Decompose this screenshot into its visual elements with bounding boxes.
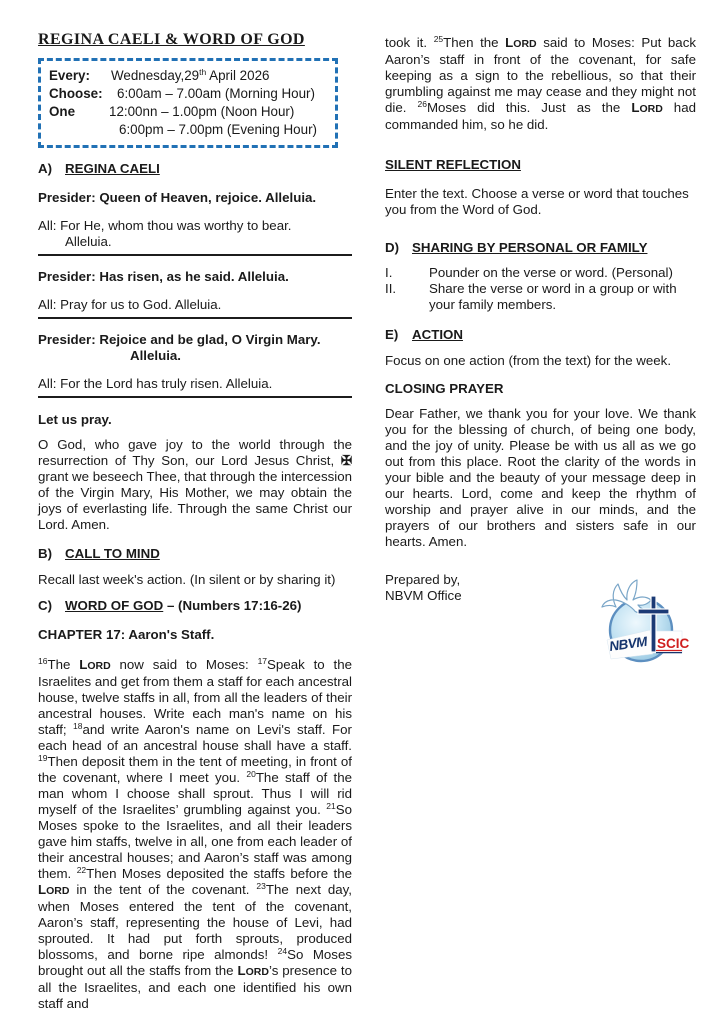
presider-line-2: Presider: Has risen, as he said. Alleluia. xyxy=(38,269,289,284)
presider-line-3-line2: Alleluia. xyxy=(130,348,181,363)
section-e-title: ACTION xyxy=(412,327,463,342)
schedule-row-every xyxy=(49,67,329,85)
sharing-item-1 xyxy=(385,265,696,281)
chapter-heading: CHAPTER 17: Aaron's Staff. xyxy=(38,627,215,642)
section-b-title: CALL TO MIND xyxy=(65,546,160,561)
divider-rule-3 xyxy=(38,396,352,398)
section-e-prefix: E) xyxy=(385,327,399,342)
presider-line-3-line1: Presider: Rejoice and be glad, O Virgin Mary. xyxy=(38,332,321,347)
page-title: REGINA CAELI & WORD OF GOD xyxy=(38,31,305,48)
all-response-3 xyxy=(38,376,352,398)
divider-rule-2 xyxy=(38,317,352,319)
office-line: NBVM Office xyxy=(385,588,462,603)
sharing-item-2 xyxy=(385,281,696,313)
schedule-row-evening xyxy=(49,121,329,139)
left-column xyxy=(38,30,352,1012)
schedule-value-evening: 6:00pm – 7.00pm (Evening Hour) xyxy=(119,122,317,137)
all-response-2 xyxy=(38,297,352,319)
section-c-title: WORD OF GOD xyxy=(65,598,164,613)
prepared-by-line: Prepared by, xyxy=(385,572,461,587)
silent-reflection-body: Enter the text. Choose a verse or word that touches you from the Word of God. xyxy=(385,186,689,217)
schedule-row-one xyxy=(49,103,329,121)
silent-reflection-title: SILENT REFLECTION xyxy=(385,157,521,172)
logo-text-nbvm: NBVM xyxy=(608,633,648,654)
sharing-list xyxy=(385,265,696,313)
schedule-label-every: Every: xyxy=(49,68,90,83)
section-e-heading xyxy=(385,327,696,343)
sharing-item-1-text: Pounder on the verse or word. (Personal) xyxy=(429,265,673,280)
schedule-box xyxy=(38,58,338,148)
nbvm-scic-logo xyxy=(596,579,692,675)
section-a-prefix: A) xyxy=(38,161,53,176)
let-us-pray-heading: Let us pray. xyxy=(38,412,112,427)
regina-prayer-paragraph: O God, who gave joy to the world through the resurrection of Thy Son, our Lord Jesus Christ, ✠ grant we beseech Thee, that through the intercession of the Virgin Mary, His Mother, we may obtain the joys of everlasting life. Through the same Christ our Lord. Amen. xyxy=(38,437,352,532)
logo-graphic xyxy=(596,579,692,675)
section-c-heading xyxy=(38,598,352,614)
all-response-1 xyxy=(38,218,352,256)
section-c-prefix: C) xyxy=(38,598,53,613)
schedule-value-noon: 12:00nn – 1.00pm (Noon Hour) xyxy=(109,104,295,119)
logo-text-scic: SCIC xyxy=(657,636,690,651)
right-column xyxy=(385,30,696,1012)
section-a-heading xyxy=(38,161,352,177)
section-b-prefix: B) xyxy=(38,546,53,561)
schedule-row-choose xyxy=(49,85,329,103)
schedule-label-one: One xyxy=(49,104,76,119)
divider-rule-1 xyxy=(38,254,352,256)
sharing-item-2-text: Share the verse or word in a group or with your family members. xyxy=(429,281,677,312)
sharing-item-1-numeral: I. xyxy=(385,265,393,280)
sharing-item-2-numeral: II. xyxy=(385,281,397,296)
section-d-title: SHARING BY PERSONAL OR FAMILY xyxy=(412,240,648,255)
section-d-prefix: D) xyxy=(385,240,400,255)
scripture-text-left: $^{16}$The LORD now said to Moses: $^{17}$Speak to the Israelites and get from them a staff for each ancestral house, twelve staffs in all, from all the leaders of their ancestral houses. Write each man's name on his staff; $^{18}$and write Aaron's name on Levi's staff. For each head of an ancestral house shall have a staff. $^{19}$Then deposit them in the tent of meeting, in front of the covenant, where I meet you. $^{20}$The staff of the man whom I choose shall sprout. Thus I will rid myself of the Israelites’ grumbling against you. $^{21}$So Moses spoke to the Israelites, and all their leaders gave him staffs, twelve in all, one from each leader of their ancestral houses; and Aaron’s staff was among them. $^{22}$Then Moses deposited the staffs before the LORD in the tent of the covenant. $^{23}$The next day, when Moses entered the tent of the covenant, Aaron’s staff, representing the house of Levi, had sprouted. It had put forth sprouts, produced blossoms, and borne ripe almonds! $^{24}$So Moses brought out all the staffs from the LORD’s presence to all the Israelites, and each one identified his own staff and xyxy=(38,656,353,1011)
all-response-2-line: All: Pray for us to God. Alleluia. xyxy=(38,297,222,312)
schedule-label-blank xyxy=(49,121,109,139)
scripture-text-right: took it. $^{25}$Then the LORD said to Moses: Put back Aaron’s staff in front of the covenant, for safe keeping as a sign to the rebellious, so that their grumbling against me may cease and they might not die. $^{26}$Moses did this. Just as the LORD had commanded him, so he did. xyxy=(385,34,697,132)
schedule-value-morning: 6:00am – 7.00am (Morning Hour) xyxy=(117,86,315,101)
presider-line-3 xyxy=(38,332,352,364)
schedule-value-date: Wednesday,29th April 2026 xyxy=(111,67,270,83)
silent-reflection-heading xyxy=(385,157,696,173)
presider-line-1: Presider: Queen of Heaven, rejoice. Alleluia. xyxy=(38,190,317,205)
section-a-title: REGINA CAELI xyxy=(65,161,160,176)
closing-prayer-body: Dear Father, we thank you for your love. We thank you for the blessing of church, of being one body, and the joy of unity. Please be with us all as we go out from this place. Root the clarity of the words in your bible and the beauty of your message deep in our hearts. Lord, come and keep the rhythm of worship and prayer alive in our minds, and the prayers of our brothers and sisters safe in our hearts. Amen. xyxy=(385,406,696,549)
schedule-label-choose: Choose: xyxy=(49,86,103,101)
all-response-3-line: All: For the Lord has truly risen. Alleluia. xyxy=(38,376,273,391)
call-to-mind-body: Recall last week's action. (In silent or by sharing it) xyxy=(38,572,336,587)
section-c-reference: – (Numbers 17:16-26) xyxy=(163,598,302,613)
closing-prayer-heading: CLOSING PRAYER xyxy=(385,381,504,396)
action-body: Focus on one action (from the text) for the week. xyxy=(385,353,672,368)
all-response-1-line1: All: For He, whom thou was worthy to bear. xyxy=(38,218,292,233)
section-b-heading xyxy=(38,546,352,562)
section-d-heading xyxy=(385,240,696,256)
all-response-1-line2: Alleluia. xyxy=(65,234,112,249)
